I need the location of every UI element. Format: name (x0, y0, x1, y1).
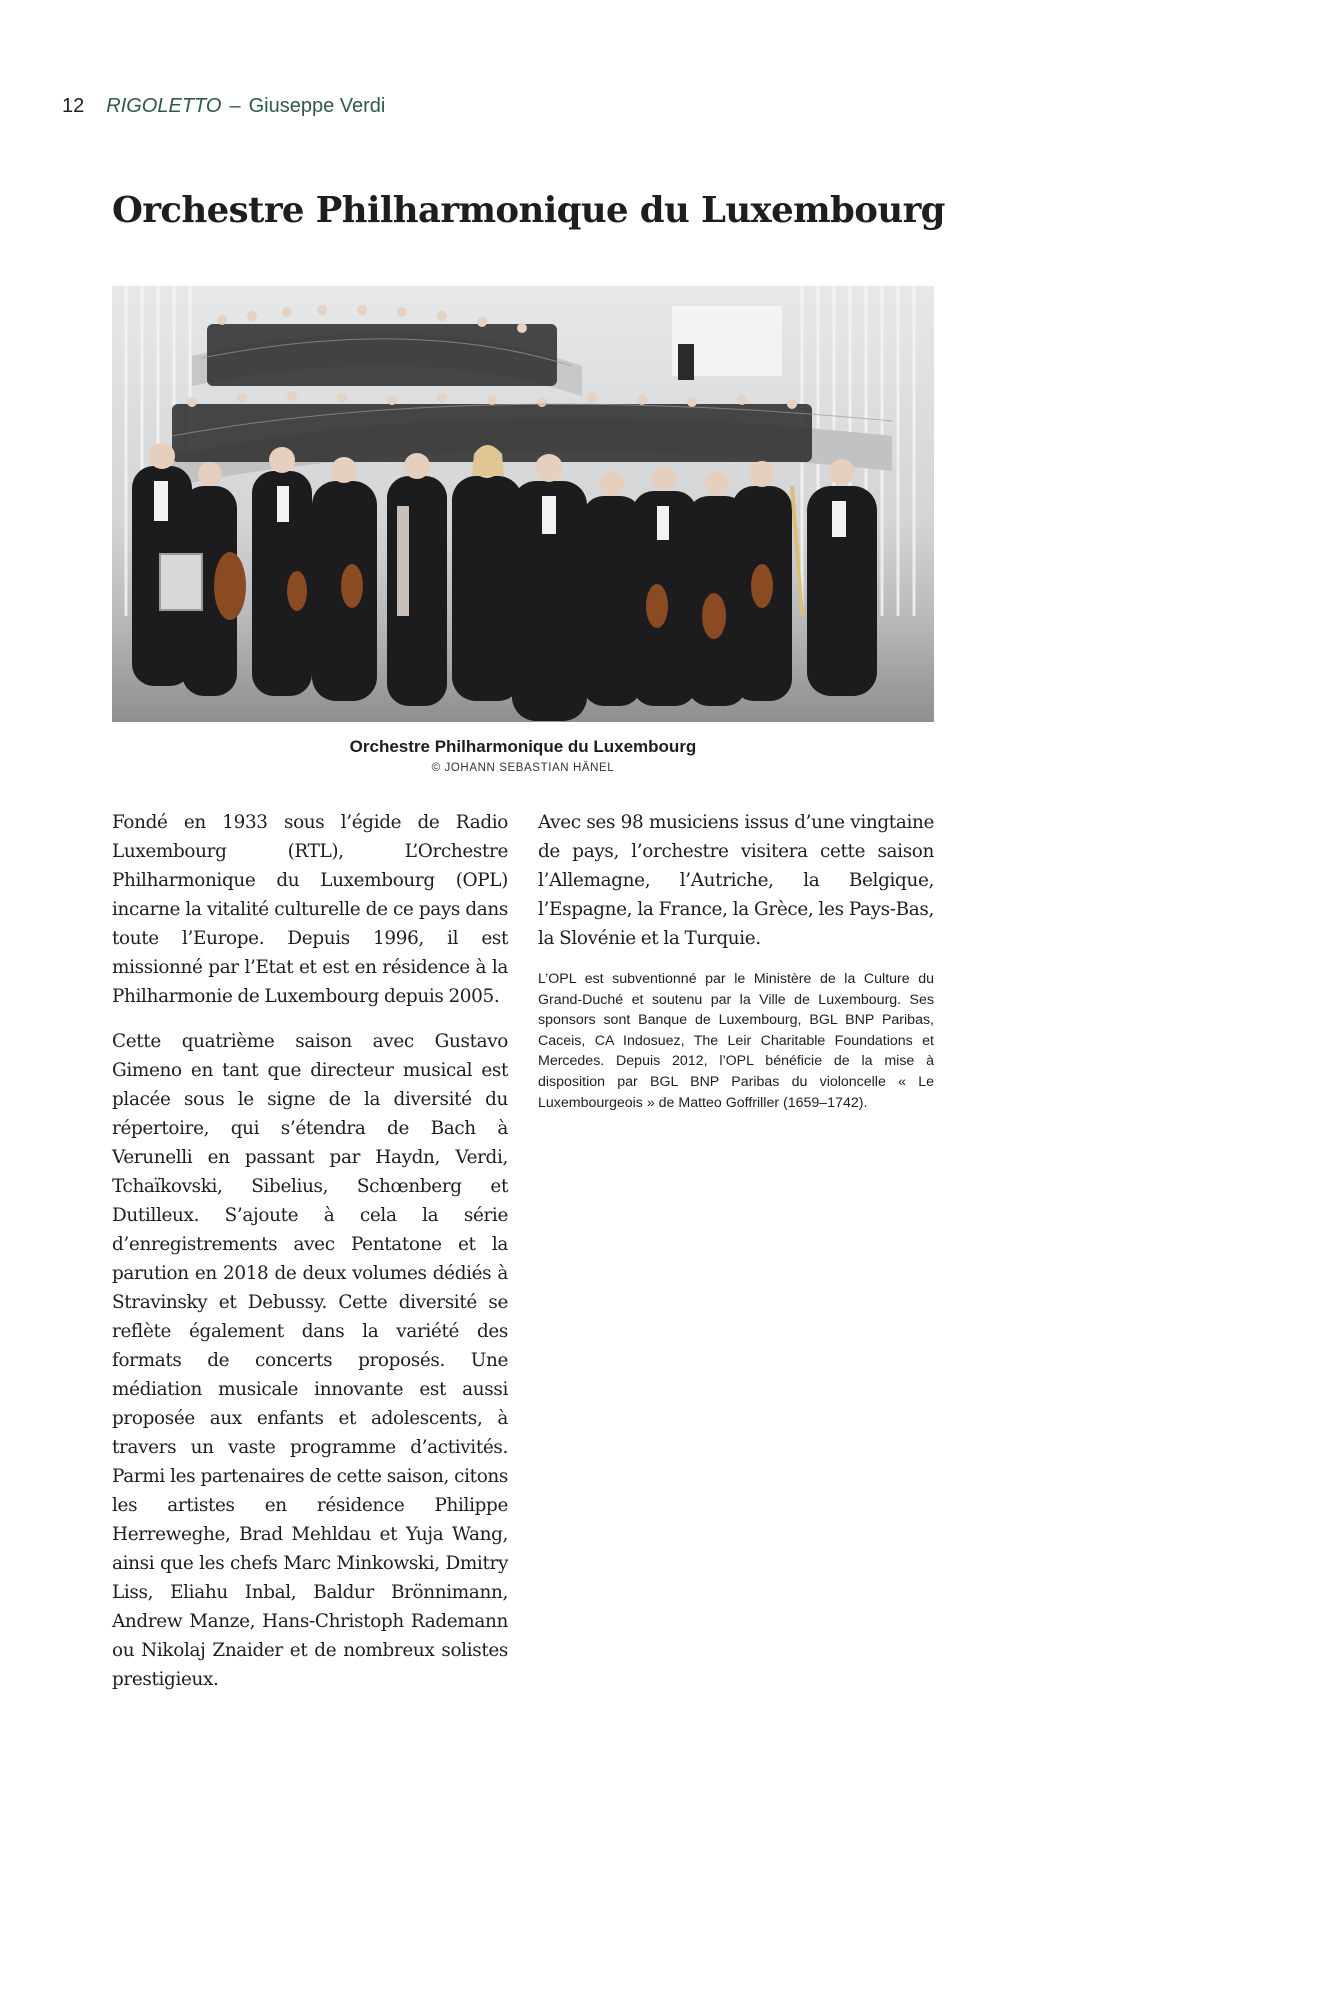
text-column-right (538, 808, 934, 1113)
photo-credit: © JOHANN SEBASTIAN HÄNEL (431, 762, 615, 774)
header-opera-title: RIGOLETTO (106, 95, 222, 117)
header-separator: – (229, 95, 241, 117)
text-column-left (112, 808, 508, 1710)
page-title: Orchestre Philharmonique du Luxembourg (112, 190, 945, 231)
body-paragraph-2: Cette quatrième saison avec Gustavo Gimeno en tant que directeur musical est placée sous le signe de la diversité du répertoire, qui s’étendra de Bach à Verunelli en passant par Haydn, Verdi, Tchaïkovski, Sibelius, Schœnberg et Dutilleux. S’ajoute à cela la série d’enregistrements avec Pentatone et la parution en 2018 de deux volumes dédiés à Stravinsky et Debussy. Cette diversité se reflète également dans la variété des formats de concerts proposés. Une médiation musicale innovante est aussi proposée aux enfants et adolescents, à travers un vaste programme d’activités. Parmi les partenaires de cette saison, citons les artistes en résidence Philippe Herreweghe, Brad Mehldau et Yuja Wang, ainsi que les chefs Marc Minkowski, Dmitry Liss, Eliahu Inbal, Baldur Brönnimann, Andrew Manze, Hans-Christoph Rademann ou Nikolaj Znaider et de nombreux solistes prestigieux. (112, 1031, 508, 1690)
body-paragraph-1: Fondé en 1933 sous l’égide de Radio Luxembourg (RTL), L’Orchestre Philharmonique du Luxembourg (OPL) incarne la vitalité culturelle de ce pays dans toute l’Europe. Depuis 1996, il est missionné par l’Etat et est en résidence à la Philharmonie de Luxembourg depuis 2005. (112, 812, 508, 1007)
orchestra-photo (112, 286, 934, 722)
running-header (62, 92, 962, 120)
page-number: 12 (62, 95, 85, 117)
sponsor-note: L’OPL est subventionné par le Ministère de la Culture du Grand-Duché et soutenu par la Ville de Luxembourg. Ses sponsors sont Banque de Luxembourg, BGL BNP Paribas, Caceis, CA Indosuez, The Leir Charitable Foundations et Mercedes. Depuis 2012, l’OPL bénéficie de la mise à disposition par BGL BNP Paribas du violoncelle « Le Luxembourgeois » de Matteo Goffriller (1659–1742). (538, 971, 934, 1111)
photo-caption: Orchestre Philharmonique du Luxembourg (349, 737, 697, 756)
body-paragraph-3: Avec ses 98 musiciens issus d’une vingtaine de pays, l’orchestre visitera cette saison l’Allemagne, l’Autriche, la Belgique, l’Espagne, la France, la Grèce, les Pays-Bas, la Slovénie et la Turquie. (538, 812, 934, 949)
header-composer: Giuseppe Verdi (248, 95, 386, 117)
